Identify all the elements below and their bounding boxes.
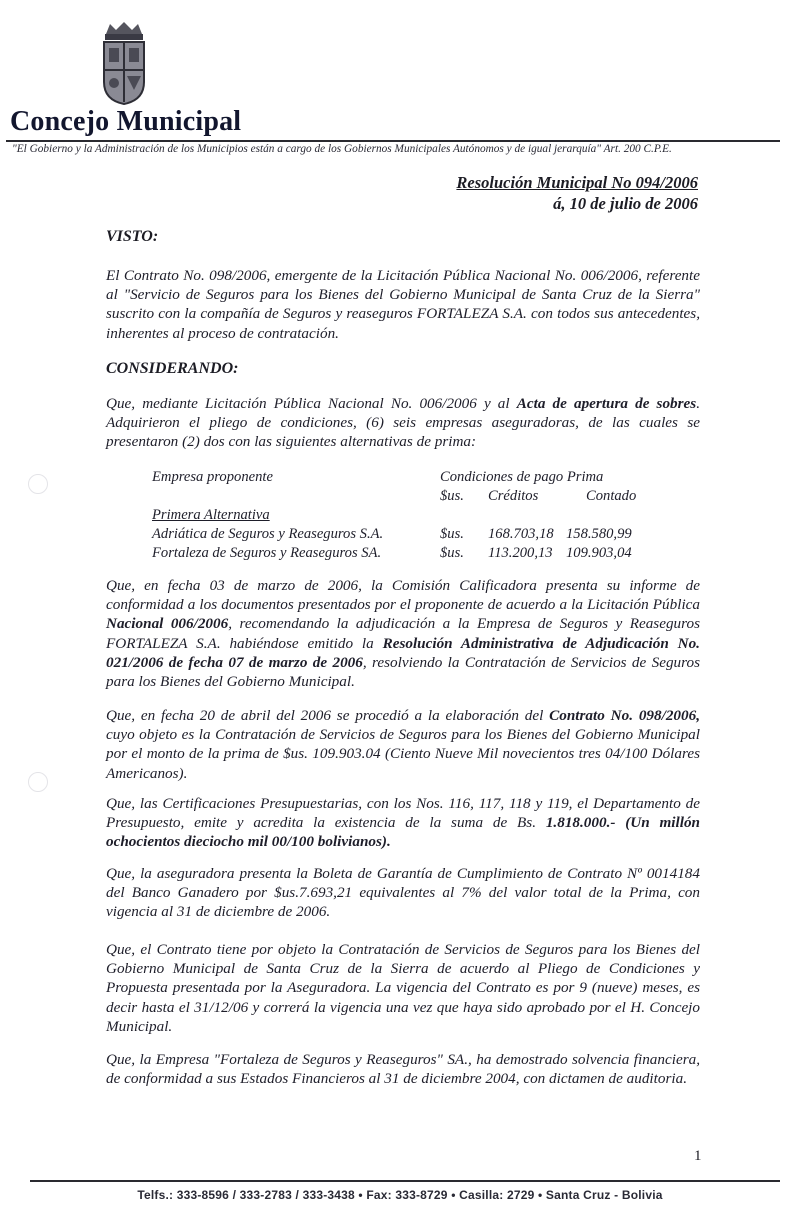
table-section-row [152, 506, 672, 525]
considerando-heading: CONSIDERANDO: [106, 360, 239, 377]
resolution-block [456, 172, 698, 214]
col-currency-header: $us. [440, 488, 464, 504]
table-section-label: Primera Alternativa [152, 507, 270, 523]
header-quote: "El Gobierno y la Administración de los Municipios están a cargo de los Gobiernos Municipales Autónomos y de igual jerarquía" Art. 200 C.P.E. [12, 143, 672, 155]
punch-hole-mark [28, 474, 48, 494]
offers-table [152, 468, 672, 563]
considerando-paragraph-1: Que, mediante Licitación Pública Nacional No. 006/2006 y al Acta de apertura de sobres. Adquirieron el pliego de condiciones, (6) seis empresas aseguradoras, de las cuales se presentaron (2) dos con las siguientes alternativas de prima: [106, 395, 700, 451]
table-header-row [152, 468, 672, 487]
currency-cell: $us. [440, 545, 464, 561]
footer-contact: Telfs.: 333-8596 / 333-2783 / 333-3438 • Fax: 333-8729 • Casilla: 2729 • Santa Cruz - Bolivia [137, 1188, 663, 1202]
considerando-paragraph-7: Que, la Empresa "Fortaleza de Seguros y Reaseguros" SA., ha demostrado solvencia financiera, de conformidad a sus Estados Financieros al 31 de diciembre 2004, con dictamen de auditoria. [106, 1051, 700, 1088]
cash-cell: 158.580,99 [566, 526, 632, 542]
col-conditions-header: Condiciones de pago Prima [440, 469, 604, 485]
considerando-paragraph-4: Que, las Certificaciones Presupuestarias, con los Nos. 116, 117, 118 y 119, el Departamento de Presupuesto, emite y acredita la existencia de la suma de Bs. 1.818.000.- (Un millón ochocientos dieciocho mil 00/100 bolivianos). [106, 795, 701, 851]
punch-hole-mark [28, 772, 48, 792]
municipal-coat-of-arms-icon [94, 20, 154, 106]
company-cell: Fortaleza de Seguros y Reaseguros SA. [152, 545, 382, 561]
table-subheader-row [152, 487, 672, 506]
page-number: 1 [694, 1148, 702, 1164]
credit-cell: 168.703,18 [488, 526, 554, 542]
considerando-paragraph-2: Que, en fecha 03 de marzo de 2006, la Comisión Calificadora presenta su informe de conformidad a los documentos presentados por el proponente de acuerdo a la Licitación Pública Nacional 006/2006, recomendando la adjudicación a la Empresa de Seguros y Reaseguros FORTALEZA S.A. habiéndose emitido la Resolución Administrativa de Adjudicación No. 021/2006 de fecha 07 de marzo de 2006, resolviendo la Contratación de Servicios de Seguros para los Bienes del Gobierno Municipal. [106, 577, 700, 691]
table-row [152, 525, 672, 544]
resolution-date: á, 10 de julio de 2006 [553, 194, 698, 213]
company-cell: Adriática de Seguros y Reaseguros S.A. [152, 526, 384, 542]
table-row [152, 544, 672, 563]
credit-cell: 113.200,13 [488, 545, 553, 561]
considerando-paragraph-6: Que, el Contrato tiene por objeto la Contratación de Servicios de Seguros para los Bienes del Gobierno Municipal de Santa Cruz de la Sierra de acuerdo al Pliego de Condiciones y Propuesta presentada por la Aseguradora. La vigencia del Contrato es por 9 (nueve) meses, es decir hasta el 31/12/06 y correrá la vigencia una vez que haya sido aprobado por el H. Concejo Municipal. [106, 941, 700, 1035]
considerando-paragraph-5: Que, la aseguradora presenta la Boleta de Garantía de Cumplimiento de Contrato Nº 0014184 del Banco Ganadero por $us.7.693,21 equivalentes al 7% del valor total de la Prima, con vigencia al 31 de diciembre de 2006. [106, 865, 700, 921]
footer-divider [30, 1180, 780, 1182]
visto-paragraph: El Contrato No. 098/2006, emergente de la Licitación Pública Nacional No. 006/2006, referente al "Servicio de Seguros para los Bienes del Gobierno Municipal de Santa Cruz de la Sierra" suscrito con la compañía de Seguros y reaseguros FORTALEZA S.A. con todos sus antecedentes, inherentes al proceso de contratación. [106, 267, 700, 342]
resolution-title: Resolución Municipal No 094/2006 [456, 173, 698, 192]
considerando-paragraph-3: Que, en fecha 20 de abril del 2006 se procedió a la elaboración del Contrato No. 098/2006, cuyo objeto es la Contratación de Servicios de Seguros para los Bienes del Gobierno Municipal por el monto de la prima de $us. 109.903.04 (Ciento Nueve Mil novecientos tres 04/100 Dólares Americanos). [106, 707, 700, 782]
col-credit-header: Créditos [488, 488, 539, 504]
visto-heading: VISTO: [106, 228, 159, 245]
col-cash-header: Contado [586, 488, 637, 504]
cash-cell: 109.903,04 [566, 545, 632, 561]
header-divider [6, 140, 780, 142]
currency-cell: $us. [440, 526, 464, 542]
organization-name: Concejo Municipal [10, 106, 242, 137]
col-company-header: Empresa proponente [152, 469, 273, 485]
